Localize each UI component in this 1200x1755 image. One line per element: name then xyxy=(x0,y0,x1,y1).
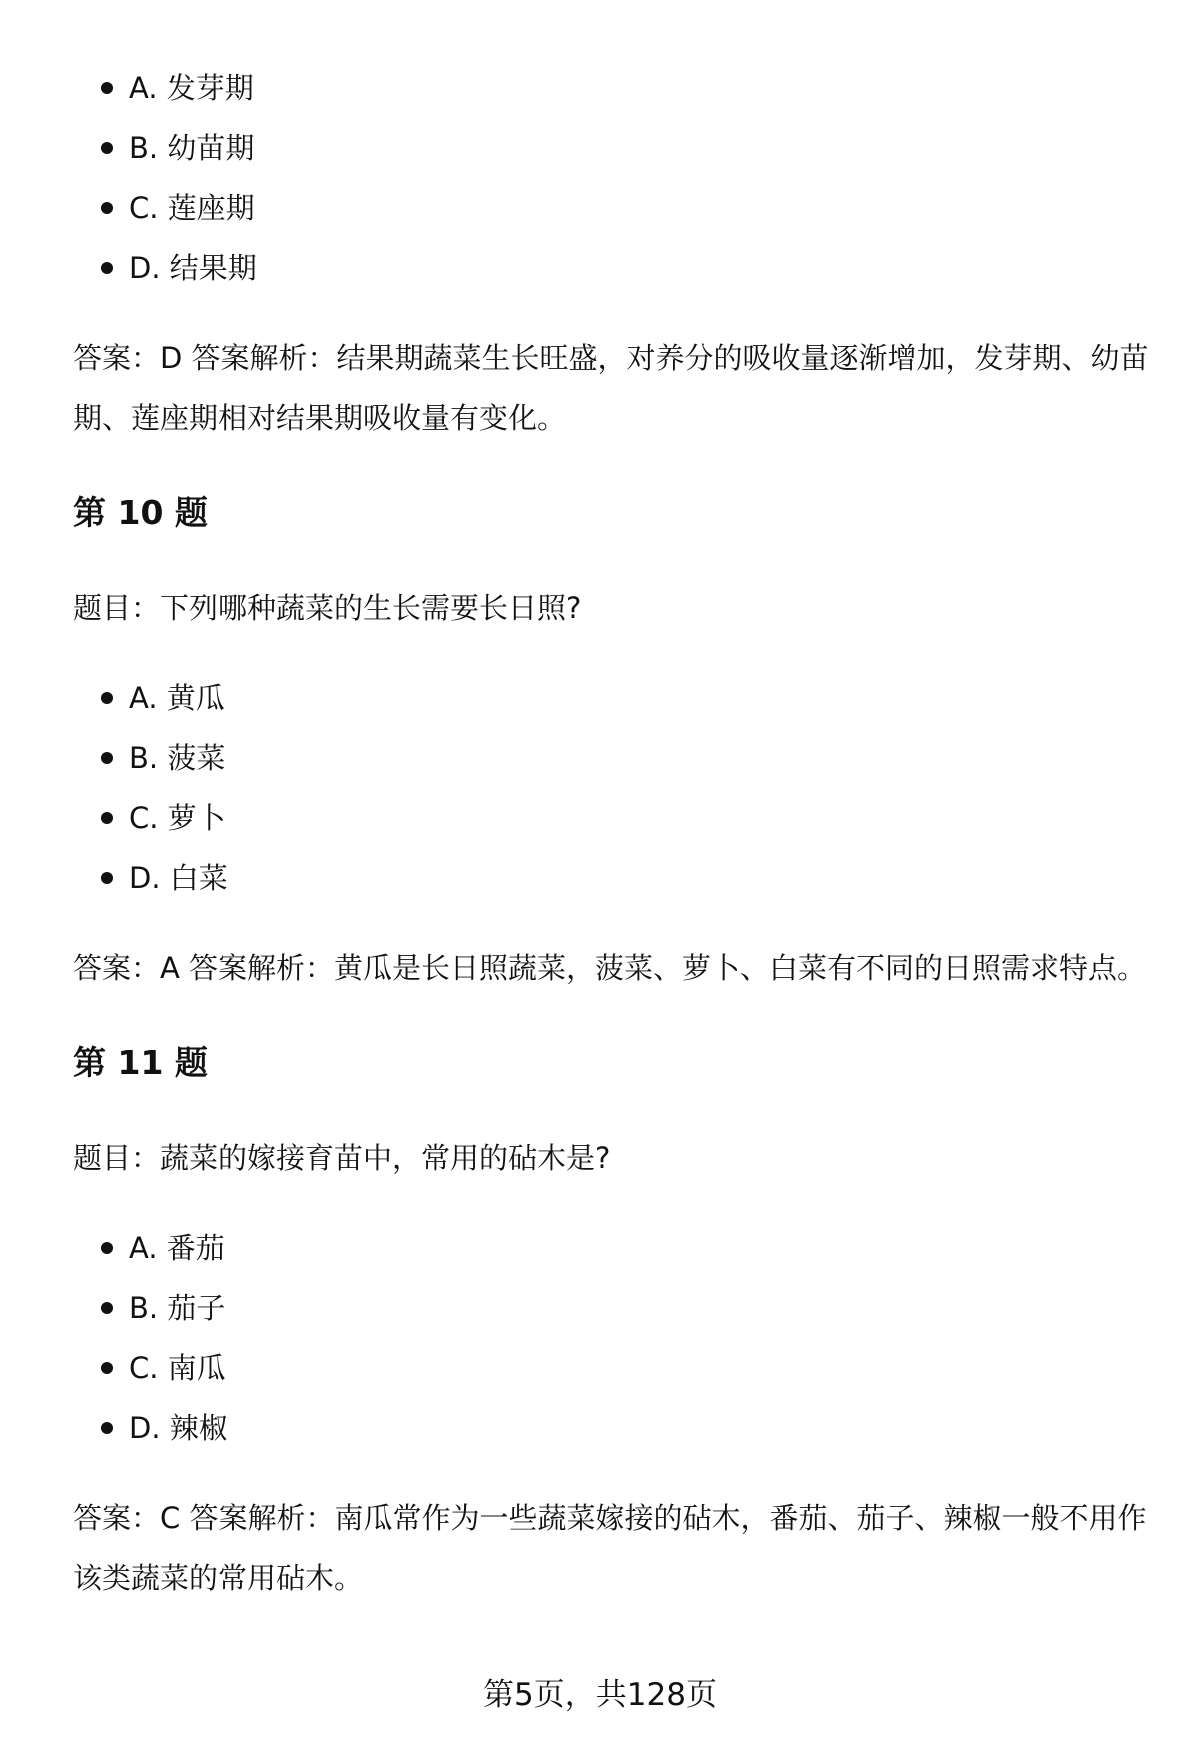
q11-answer: 答案：C 答案解析：南瓜常作为一些蔬菜嫁接的砧木，番茄、茄子、辣椒一般不用作该类蔬菜的常用砧木。 xyxy=(73,1501,1147,1595)
option-text: D. 结果期 xyxy=(129,251,257,285)
bullet-icon xyxy=(101,1422,113,1434)
q11-option-b xyxy=(73,1278,1153,1338)
bullet-icon xyxy=(101,872,113,884)
bullet-icon xyxy=(101,262,113,274)
q10-option-a xyxy=(73,668,1153,728)
q10-option-b xyxy=(73,728,1153,788)
option-text: D. 白菜 xyxy=(129,861,228,895)
option-text: A. 发芽期 xyxy=(129,71,254,105)
q10-answer: 答案：A 答案解析：黄瓜是长日照蔬菜，菠菜、萝卜、白菜有不同的日照需求特点。 xyxy=(73,951,1147,985)
q9-option-d xyxy=(73,238,1153,298)
bullet-icon xyxy=(101,1242,113,1254)
bullet-icon xyxy=(101,812,113,824)
q11-option-a xyxy=(73,1218,1153,1278)
q11-options-list xyxy=(73,1218,1153,1458)
q10-question: 题目：下列哪种蔬菜的生长需要长日照? xyxy=(73,591,582,625)
q11-option-d xyxy=(73,1398,1153,1458)
option-text: C. 萝卜 xyxy=(129,801,226,835)
q9-option-b xyxy=(73,118,1153,178)
bullet-icon xyxy=(101,692,113,704)
q9-answer: 答案：D 答案解析：结果期蔬菜生长旺盛，对养分的吸收量逐渐增加，发芽期、幼苗期、莲座期相对结果期吸收量有变化。 xyxy=(73,341,1149,435)
option-text: B. 菠菜 xyxy=(129,741,226,775)
q10-option-d xyxy=(73,848,1153,908)
bullet-icon xyxy=(101,202,113,214)
option-text: A. 黄瓜 xyxy=(129,681,225,715)
bullet-icon xyxy=(101,82,113,94)
page-content xyxy=(73,58,1153,1608)
bullet-icon xyxy=(101,1302,113,1314)
q9-option-c xyxy=(73,178,1153,238)
q9-options-list xyxy=(73,58,1153,298)
option-text: B. 幼苗期 xyxy=(129,131,255,165)
bullet-icon xyxy=(101,1362,113,1374)
option-text: C. 南瓜 xyxy=(129,1351,226,1385)
option-text: A. 番茄 xyxy=(129,1231,225,1265)
page-number-footer: 第5页，共128页 xyxy=(483,1677,717,1713)
q10-option-c xyxy=(73,788,1153,848)
q9-option-a xyxy=(73,58,1153,118)
q11-question: 题目：蔬菜的嫁接育苗中，常用的砧木是? xyxy=(73,1141,611,1175)
option-text: C. 莲座期 xyxy=(129,191,255,225)
bullet-icon xyxy=(101,752,113,764)
option-text: B. 茄子 xyxy=(129,1291,226,1325)
q10-options-list xyxy=(73,668,1153,908)
q11-option-c xyxy=(73,1338,1153,1398)
q10-heading: 第 10 题 xyxy=(73,493,208,532)
q11-heading: 第 11 题 xyxy=(73,1043,208,1082)
bullet-icon xyxy=(101,142,113,154)
option-text: D. 辣椒 xyxy=(129,1411,228,1445)
